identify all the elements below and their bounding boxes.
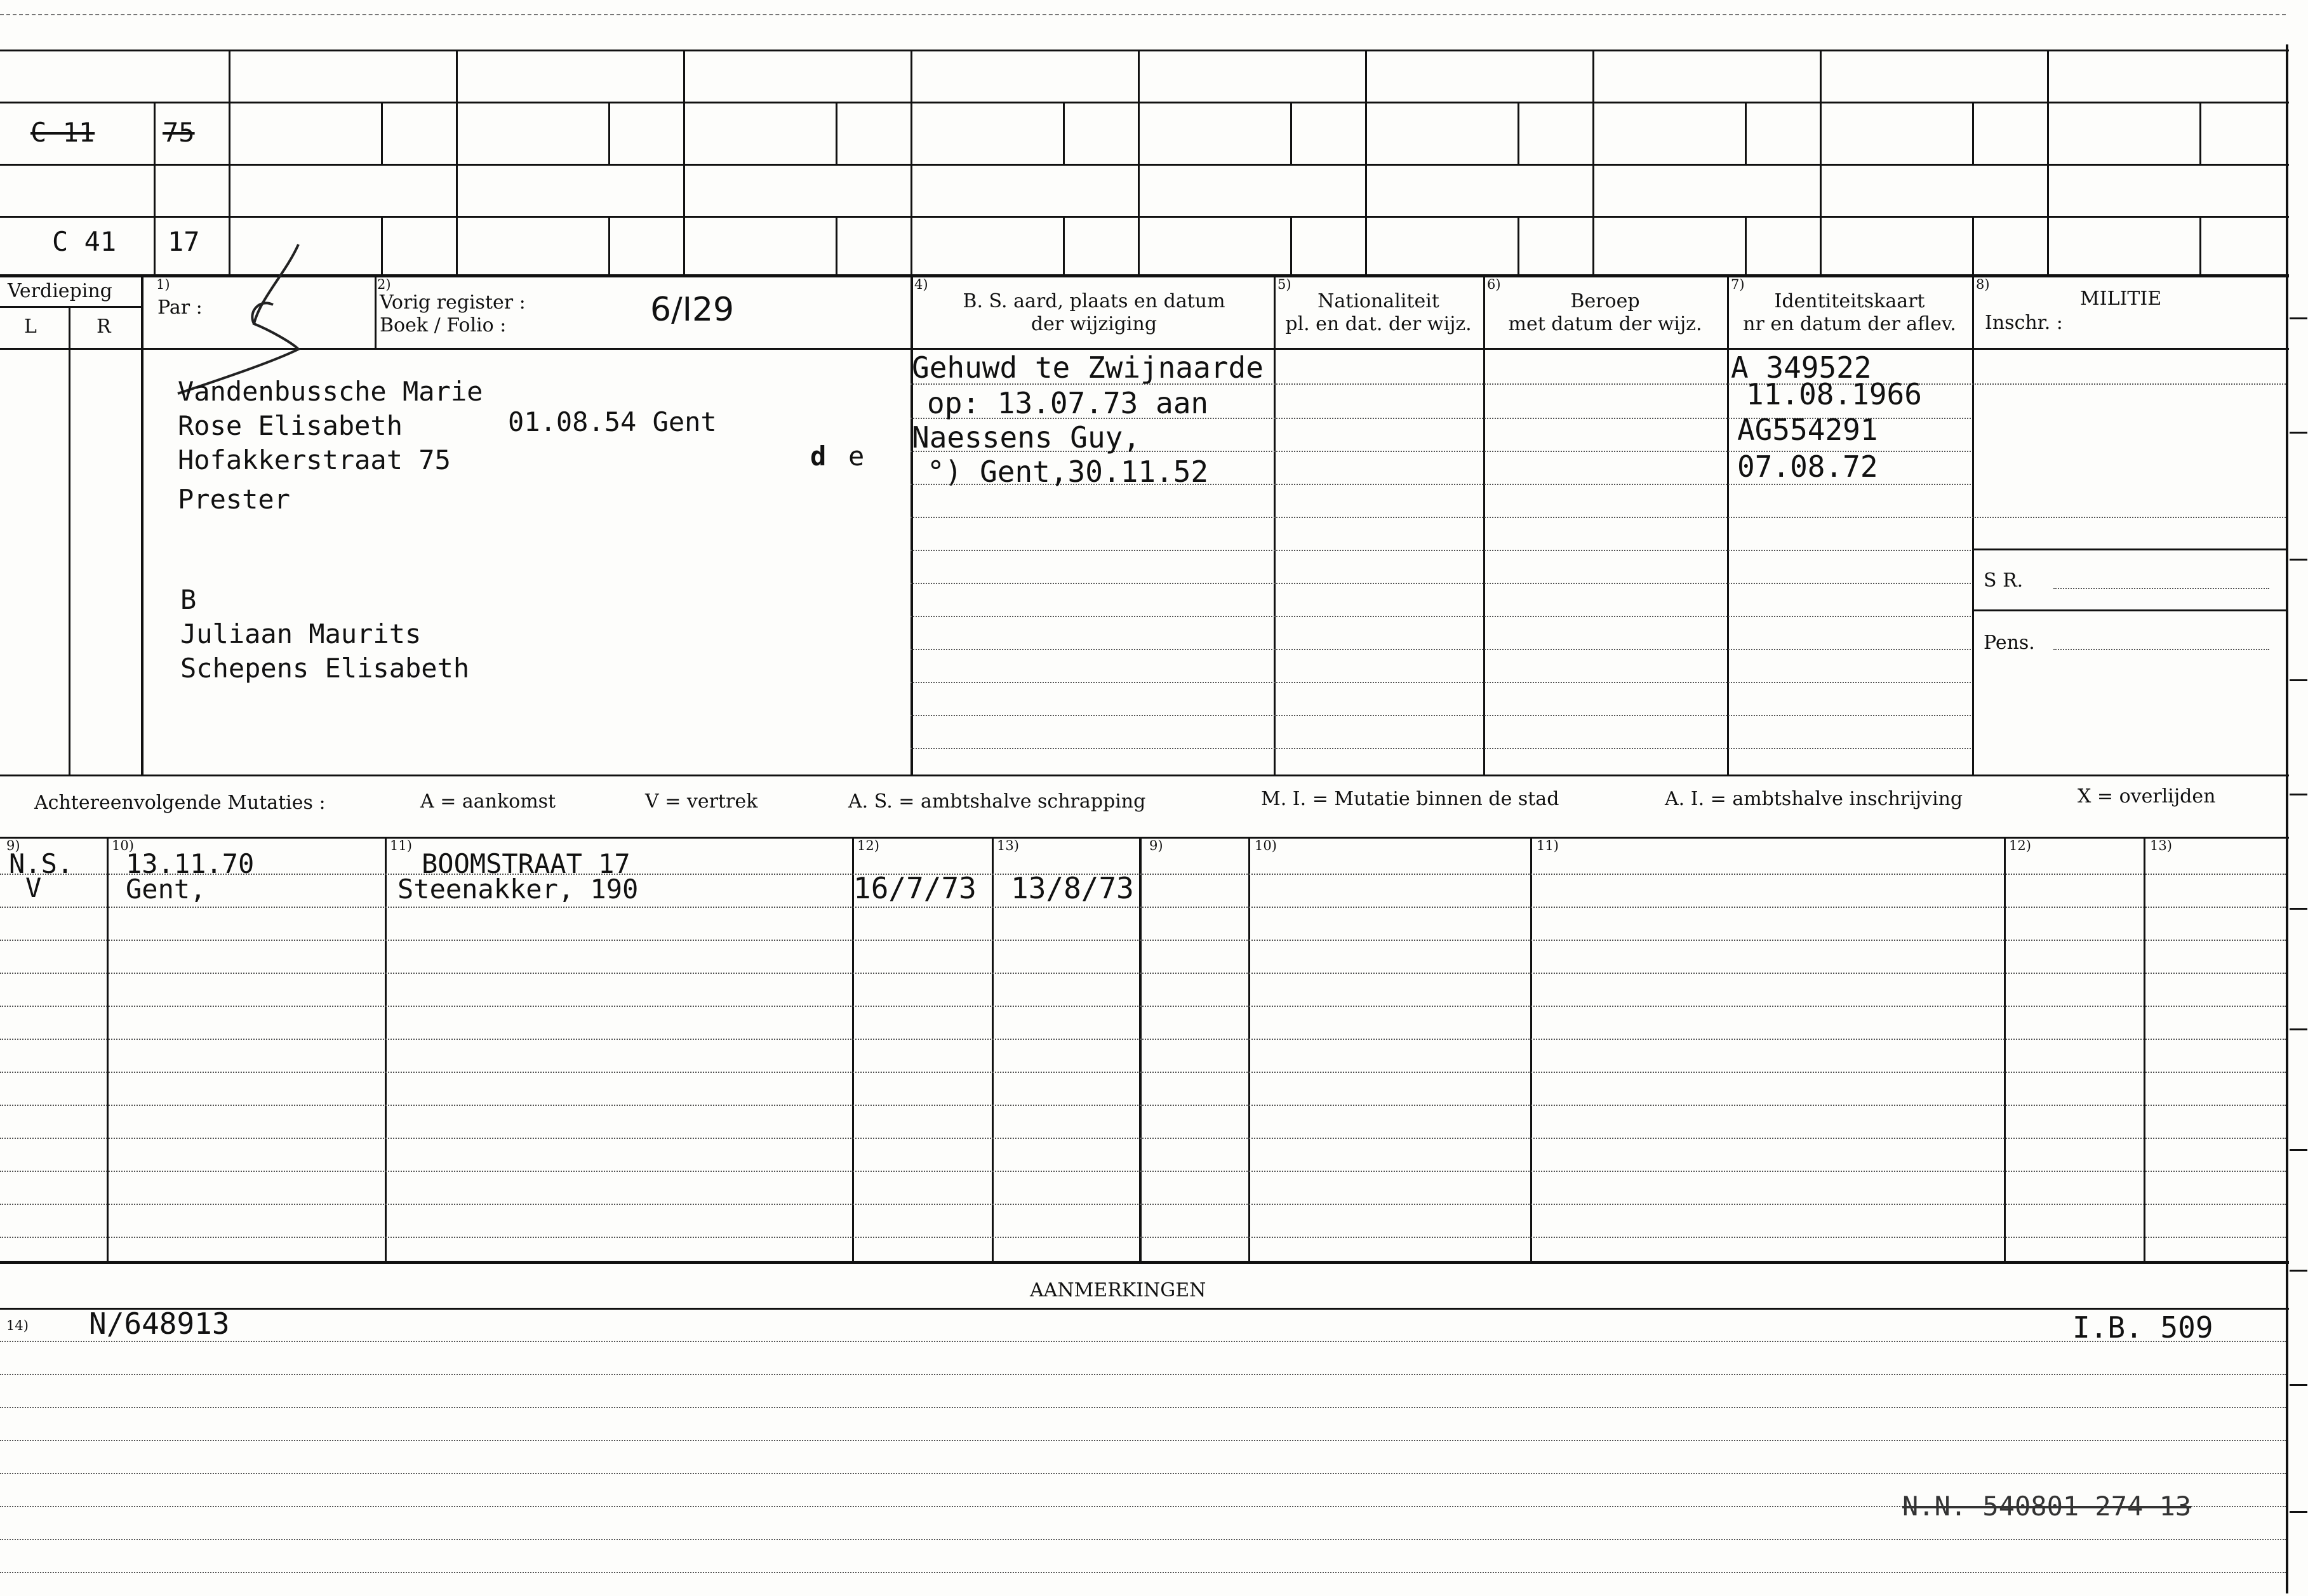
nationaliteit-label: Nationaliteit — [1317, 290, 1439, 312]
rule — [0, 1308, 2289, 1310]
rule — [1972, 102, 1974, 164]
edge-tick — [2290, 1149, 2307, 1151]
rule — [1518, 102, 1519, 164]
rule — [2144, 837, 2145, 1261]
sr-label: S R. — [1984, 569, 2024, 592]
rule — [69, 306, 70, 775]
beroep-label: Beroep — [1570, 290, 1640, 312]
pens-label: Pens. — [1984, 632, 2035, 654]
remarks-code: N/648913 — [89, 1307, 230, 1341]
rule — [911, 274, 913, 775]
rule — [1972, 549, 2286, 550]
rule — [1274, 274, 1276, 775]
rule — [1483, 274, 1485, 775]
rule — [0, 775, 2289, 776]
inschr-label: Inschr. : — [1985, 312, 2063, 334]
marker-letter-d: d — [810, 441, 827, 472]
rule — [1290, 102, 1292, 164]
edge-tick — [2290, 432, 2307, 434]
rule — [992, 837, 994, 1261]
rule — [1139, 837, 1142, 1261]
mutation-date-12: 16/7/73 — [853, 871, 977, 905]
col-number: 11) — [390, 838, 412, 853]
dotted-rule — [0, 874, 2286, 875]
birth-date-place: 01.08.54 Gent — [508, 406, 717, 437]
legend-mi: M. I. = Mutatie binnen de stad — [1261, 788, 1559, 810]
civil-status-line: op: 13.07.73 aan — [927, 386, 1209, 420]
rule — [381, 102, 383, 164]
dotted-rule — [2053, 649, 2269, 650]
id-card-number: A 349522 — [1731, 350, 1872, 385]
rule — [1518, 216, 1519, 274]
rule — [2199, 216, 2201, 274]
rule — [1972, 216, 1974, 274]
field-number: 4) — [914, 277, 928, 292]
civil-status-line: Naessens Guy, — [912, 420, 1141, 455]
dotted-rule — [911, 748, 1971, 749]
bs-label-2: der wijziging — [1031, 313, 1157, 335]
rule — [1727, 274, 1729, 775]
dotted-rule — [0, 1374, 2286, 1375]
edge-tick — [2290, 317, 2307, 319]
national-number: N.N. 540801 274 13 — [1902, 1491, 2192, 1522]
dotted-rule — [0, 1072, 2286, 1073]
par-label: Par : — [157, 296, 203, 319]
rule — [107, 837, 109, 1261]
rule — [608, 102, 610, 164]
dotted-rule — [0, 1440, 2286, 1441]
l-label: L — [24, 316, 37, 338]
rule — [1365, 50, 1367, 274]
handwritten-stroke — [165, 235, 368, 400]
old-code: C 11 — [30, 117, 95, 148]
legend-ai: A. I. = ambtshalve inschrijving — [1665, 788, 1963, 810]
dotted-rule — [2053, 588, 2269, 589]
mutation-type: N.S. — [9, 848, 74, 879]
rule — [381, 216, 383, 274]
rule — [911, 50, 912, 274]
mutation-date: 13.11.70 — [126, 848, 255, 879]
scan-edge — [0, 14, 2286, 15]
legend-x: X = overlijden — [2078, 785, 2216, 808]
col-number: 12) — [2009, 838, 2031, 853]
vorig-register-label: Vorig register : — [380, 291, 526, 314]
field-number: 5) — [1277, 277, 1291, 292]
identiteitskaart-label-2: nr en datum der aflev. — [1743, 313, 1956, 335]
mutation-date-13: 13/8/73 — [1011, 871, 1134, 905]
bs-label: B. S. aard, plaats en datum — [963, 290, 1225, 312]
rule — [141, 274, 143, 775]
code: C 41 — [52, 226, 117, 257]
dotted-rule — [0, 1204, 2286, 1205]
dotted-rule — [0, 1341, 2286, 1342]
civil-status-line: °) Gent,30.11.52 — [927, 455, 1209, 489]
mutation-street: BOOMSTRAAT 17 — [422, 848, 630, 879]
edge-tick — [2290, 1028, 2307, 1030]
col-number: 12) — [857, 838, 879, 853]
col-number: 9) — [1149, 838, 1163, 853]
rule — [0, 306, 141, 308]
rule — [2047, 50, 2049, 274]
mutation-place: Gent, — [126, 874, 206, 905]
rule — [608, 216, 610, 274]
dotted-rule — [0, 1006, 2286, 1007]
rule — [0, 837, 2289, 839]
rule — [0, 1261, 2289, 1264]
rule — [1063, 102, 1065, 164]
field-number: 1) — [156, 277, 170, 292]
col-number: 9) — [6, 838, 20, 853]
old-number: 75 — [163, 117, 195, 148]
rule — [0, 50, 2289, 51]
identiteitskaart-label: Identiteitskaart — [1774, 290, 1925, 312]
rule — [836, 216, 837, 274]
rule — [1745, 102, 1747, 164]
dotted-rule — [0, 1171, 2286, 1172]
person-name: Vandenbussche Marie — [178, 376, 483, 407]
nationaliteit-label-2: pl. en dat. der wijz. — [1285, 313, 1472, 335]
ib-number: I.B. 509 — [2072, 1310, 2213, 1345]
edge-tick — [2290, 679, 2307, 681]
dotted-rule — [911, 550, 1971, 551]
col-number: 13) — [997, 838, 1019, 853]
dotted-rule — [0, 1572, 2286, 1573]
rule — [0, 216, 2289, 218]
b-label: B — [180, 584, 197, 615]
rule — [683, 50, 685, 274]
rule — [154, 102, 156, 274]
rule — [836, 102, 837, 164]
legend-v: V = vertrek — [645, 790, 758, 813]
dotted-rule — [0, 1539, 2286, 1540]
r-label: R — [97, 316, 111, 338]
rule — [456, 50, 458, 274]
dotted-rule — [0, 1473, 2286, 1474]
rule — [1972, 274, 1974, 775]
rule — [1063, 216, 1065, 274]
mutation-street-2: Steenakker, 190 — [397, 874, 639, 905]
col-number: 10) — [112, 838, 134, 853]
rule — [1138, 50, 1140, 274]
legend-a: A = aankomst — [420, 790, 556, 813]
field-number: 6) — [1487, 277, 1501, 292]
mother-name: Schepens Elisabeth — [180, 653, 470, 684]
rule — [375, 274, 377, 348]
dotted-rule — [911, 583, 1971, 584]
edge-tick — [2290, 1270, 2307, 1272]
dotted-rule — [0, 940, 2286, 941]
field-number: 14) — [6, 1318, 29, 1333]
mutation-type-2: V — [25, 872, 42, 903]
field-number: 2) — [377, 277, 391, 292]
edge-tick — [2290, 908, 2307, 910]
verdieping-label: Verdieping — [8, 280, 112, 302]
legend-title: Achtereenvolgende Mutaties : — [34, 792, 326, 814]
rule — [1248, 837, 1250, 1261]
boek-folio-label: Boek / Folio : — [380, 314, 507, 336]
col-number: 13) — [2150, 838, 2172, 853]
dotted-rule — [911, 616, 1971, 617]
rule — [2286, 44, 2288, 1593]
dotted-rule — [0, 1237, 2286, 1238]
col-number: 11) — [1537, 838, 1559, 853]
rule — [1745, 216, 1747, 274]
rule — [1530, 837, 1532, 1261]
rule — [385, 837, 387, 1261]
boek-folio-value: 6/I29 — [650, 291, 735, 329]
dotted-rule — [911, 682, 1971, 683]
rule — [0, 102, 2289, 103]
dotted-rule — [0, 907, 2286, 908]
id-card-number-2: AG554291 — [1737, 413, 1878, 447]
rule — [1592, 50, 1594, 274]
dotted-rule — [0, 1105, 2286, 1106]
rule — [0, 164, 2289, 166]
dotted-rule — [911, 715, 1971, 716]
dotted-rule — [0, 1039, 2286, 1040]
field-number: 7) — [1731, 277, 1745, 292]
remarks-title: AANMERKINGEN — [1030, 1279, 1206, 1301]
dotted-rule — [911, 649, 1971, 650]
edge-tick — [2290, 559, 2307, 561]
marker-letter: e — [848, 441, 865, 472]
number: 17 — [168, 226, 200, 257]
rule — [1820, 50, 1822, 274]
address: Hofakkerstraat 75 — [178, 444, 451, 475]
father-name: Juliaan Maurits — [180, 618, 422, 649]
rule — [2199, 102, 2201, 164]
rule — [1290, 216, 1292, 274]
dotted-rule — [0, 1407, 2286, 1408]
id-card-date-2: 07.08.72 — [1737, 449, 1878, 484]
beroep-label-2: met datum der wijz. — [1508, 313, 1702, 335]
civil-status-line: Gehuwd te Zwijnaarde — [912, 350, 1264, 385]
field-number: 8) — [1976, 277, 1990, 292]
id-card-date: 11.08.1966 — [1746, 377, 1922, 411]
rule — [2004, 837, 2006, 1261]
militie-label: MILITIE — [2080, 288, 2162, 310]
edge-tick — [2290, 1511, 2307, 1513]
dotted-rule — [911, 517, 2286, 518]
role: Prester — [178, 484, 291, 515]
dotted-rule — [0, 1138, 2286, 1139]
edge-tick — [2290, 794, 2307, 795]
col-number: 10) — [1255, 838, 1277, 853]
dotted-rule — [0, 973, 2286, 974]
edge-tick — [2290, 1384, 2307, 1386]
rule — [1972, 609, 2286, 611]
person-name-2: Rose Elisabeth — [178, 410, 403, 441]
legend-as: A. S. = ambtshalve schrapping — [848, 790, 1146, 813]
